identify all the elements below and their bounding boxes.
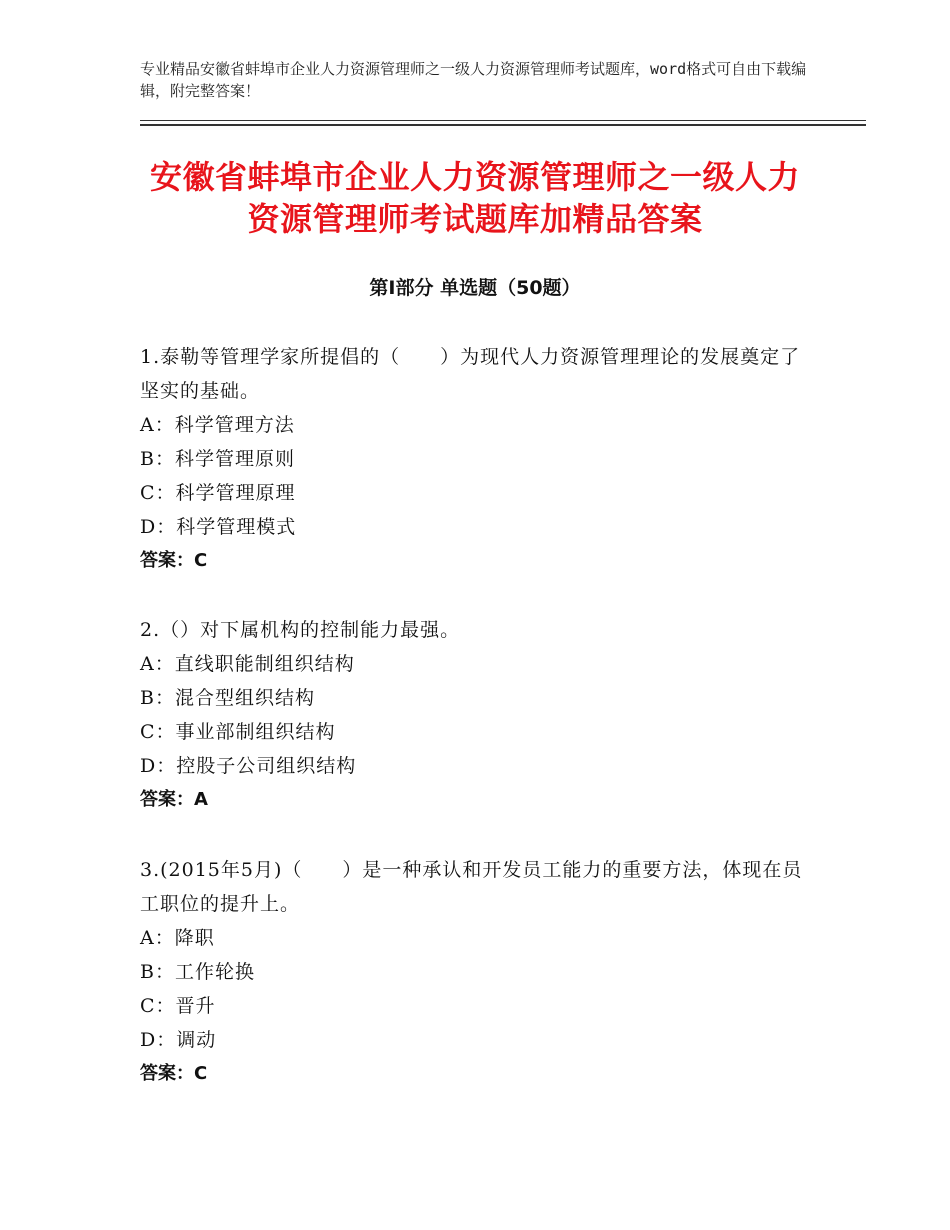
section-title: 第Ⅰ部分 单选题（50题） — [369, 277, 581, 299]
question-3 — [140, 853, 820, 1091]
question-1 — [140, 340, 820, 578]
answer: 答案：C — [140, 550, 208, 571]
option-a: A：降职 — [140, 927, 215, 949]
option-b: B：科学管理原则 — [140, 448, 295, 470]
option-b: B：混合型组织结构 — [140, 687, 315, 709]
header-divider-thick — [140, 124, 866, 126]
option-d: D：科学管理模式 — [140, 516, 297, 538]
header-divider-thin — [140, 120, 866, 121]
answer: 答案：C — [140, 1063, 208, 1084]
option-a: A：直线职能制组织结构 — [140, 653, 355, 675]
option-d: D：调动 — [140, 1029, 217, 1051]
question-2 — [140, 613, 820, 817]
header-note: 专业精品安徽省蚌埠市企业人力资源管理师之一级人力资源管理师考试题库，word格式可自由下载编辑，附完整答案！ — [140, 60, 807, 100]
option-b: B：工作轮换 — [140, 961, 255, 983]
question-stem: 1.泰勒等管理学家所提倡的（ ）为现代人力资源管理理论的发展奠定了坚实的基础。 — [140, 346, 801, 402]
option-a: A：科学管理方法 — [140, 414, 295, 436]
question-stem: 2.（）对下属机构的控制能力最强。 — [140, 619, 461, 641]
option-c: C：晋升 — [140, 995, 216, 1017]
question-stem: 3.(2015年5月)（ ）是一种承认和开发员工能力的重要方法，体现在员工职位的提升上。 — [140, 859, 803, 915]
answer: 答案：A — [140, 789, 208, 810]
option-d: D：控股子公司组织结构 — [140, 755, 357, 777]
document-title: 安徽省蚌埠市企业人力资源管理师之一级人力资源管理师考试题库加精品答案 — [149, 158, 800, 238]
option-c: C：事业部制组织结构 — [140, 721, 336, 743]
option-c: C：科学管理原理 — [140, 482, 296, 504]
